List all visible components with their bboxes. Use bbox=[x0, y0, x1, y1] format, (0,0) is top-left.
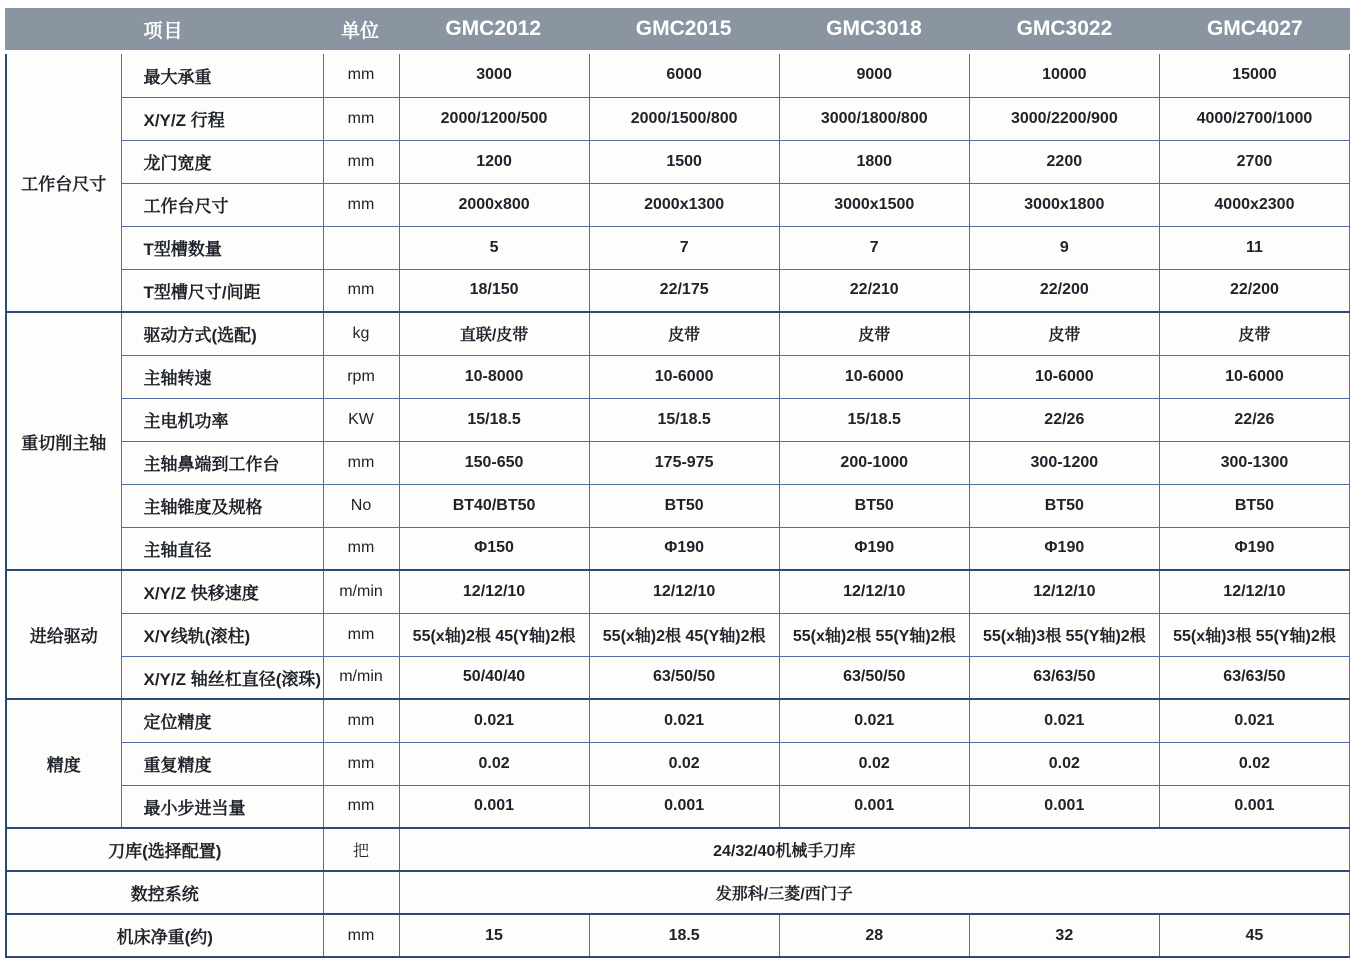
value-cell: 2000/1500/800 bbox=[589, 97, 779, 140]
item-label: 最大承重 bbox=[121, 54, 323, 97]
column-header-model-gmc3018: GMC3018 bbox=[826, 17, 922, 40]
value-cell: 6000 bbox=[589, 54, 779, 97]
value-cell: 10-6000 bbox=[969, 355, 1159, 398]
column-header-model-gmc3022: GMC3022 bbox=[1016, 17, 1113, 40]
value-cell: 63/63/50 bbox=[1159, 656, 1349, 699]
value-cell: 3000/2200/900 bbox=[969, 97, 1159, 140]
unit-label: mm bbox=[323, 914, 399, 957]
value-cell: 15/18.5 bbox=[399, 398, 589, 441]
group-label: 工作台尺寸 bbox=[6, 54, 121, 312]
unit-label: mm bbox=[323, 742, 399, 785]
value-cell: 18.5 bbox=[589, 914, 779, 957]
value-cell: 7 bbox=[589, 226, 779, 269]
value-cell: 300-1300 bbox=[1159, 441, 1349, 484]
value-cell: Φ190 bbox=[779, 527, 969, 570]
value-cell: 7 bbox=[779, 226, 969, 269]
value-cell: 10-6000 bbox=[589, 355, 779, 398]
unit-label: mm bbox=[323, 269, 399, 312]
table-row bbox=[6, 355, 1350, 398]
group-label: 精度 bbox=[6, 699, 121, 828]
table-row bbox=[6, 140, 1350, 183]
column-header-model-gmc2015: GMC2015 bbox=[635, 17, 732, 40]
value-cell: 150-650 bbox=[399, 441, 589, 484]
value-cell: 2000x1300 bbox=[589, 183, 779, 226]
value-cell: 12/12/10 bbox=[399, 570, 589, 613]
value-cell: BT50 bbox=[1159, 484, 1349, 527]
column-header-model-gmc2012: GMC2012 bbox=[445, 17, 542, 40]
table-header-row bbox=[5, 8, 1350, 50]
value-cell: 55(x轴)3根 55(Y轴)2根 bbox=[969, 613, 1159, 656]
value-cell: 55(x轴)2根 55(Y轴)2根 bbox=[779, 613, 969, 656]
value-cell: BT50 bbox=[779, 484, 969, 527]
unit-label: mm bbox=[323, 785, 399, 828]
table-row bbox=[6, 699, 1350, 742]
unit-label: 把 bbox=[323, 828, 399, 871]
value-cell: 12/12/10 bbox=[969, 570, 1159, 613]
value-cell: 0.001 bbox=[399, 785, 589, 828]
value-cell: 2000x800 bbox=[399, 183, 589, 226]
column-header-item: 项目 bbox=[143, 20, 184, 42]
value-cell: 22/175 bbox=[589, 269, 779, 312]
value-cell: Φ190 bbox=[969, 527, 1159, 570]
value-cell: 3000x1500 bbox=[779, 183, 969, 226]
value-cell: 0.001 bbox=[1159, 785, 1349, 828]
value-cell: 28 bbox=[779, 914, 969, 957]
value-cell: 10-6000 bbox=[1159, 355, 1349, 398]
value-cell: 11 bbox=[1159, 226, 1349, 269]
value-cell: BT50 bbox=[969, 484, 1159, 527]
value-cell: 15/18.5 bbox=[779, 398, 969, 441]
unit-label: No bbox=[323, 484, 399, 527]
value-cell: 55(x轴)2根 45(Y轴)2根 bbox=[399, 613, 589, 656]
value-cell: 0.001 bbox=[779, 785, 969, 828]
item-label: 重复精度 bbox=[121, 742, 323, 785]
value-cell: 45 bbox=[1159, 914, 1349, 957]
table-row bbox=[6, 226, 1350, 269]
item-label: 刀库(选择配置) bbox=[6, 828, 323, 871]
merged-value-cell: 发那科/三菱/西门子 bbox=[399, 871, 1350, 914]
value-cell: 10-6000 bbox=[779, 355, 969, 398]
value-cell: BT50 bbox=[589, 484, 779, 527]
unit-label: mm bbox=[323, 97, 399, 140]
value-cell: 0.02 bbox=[589, 742, 779, 785]
value-cell: 0.001 bbox=[589, 785, 779, 828]
table-row bbox=[6, 828, 1350, 871]
unit-label: m/min bbox=[323, 656, 399, 699]
table-row bbox=[6, 183, 1350, 226]
value-cell: 12/12/10 bbox=[779, 570, 969, 613]
value-cell: 3000/1800/800 bbox=[779, 97, 969, 140]
unit-label: kg bbox=[323, 312, 399, 355]
value-cell: 15/18.5 bbox=[589, 398, 779, 441]
table-row bbox=[6, 656, 1350, 699]
group-label: 重切削主轴 bbox=[6, 312, 121, 570]
value-cell: 2200 bbox=[969, 140, 1159, 183]
table-row bbox=[6, 398, 1350, 441]
value-cell: 皮带 bbox=[1159, 312, 1349, 355]
value-cell: 0.021 bbox=[399, 699, 589, 742]
unit-label bbox=[323, 871, 399, 914]
item-label: T型槽数量 bbox=[121, 226, 323, 269]
unit-label: mm bbox=[323, 183, 399, 226]
unit-label: mm bbox=[323, 699, 399, 742]
value-cell: 4000/2700/1000 bbox=[1159, 97, 1349, 140]
value-cell: 22/26 bbox=[969, 398, 1159, 441]
value-cell: Φ190 bbox=[1159, 527, 1349, 570]
value-cell: 12/12/10 bbox=[589, 570, 779, 613]
value-cell: 0.021 bbox=[779, 699, 969, 742]
value-cell: 200-1000 bbox=[779, 441, 969, 484]
value-cell: 0.02 bbox=[779, 742, 969, 785]
table-row bbox=[6, 742, 1350, 785]
table-row bbox=[6, 527, 1350, 570]
item-label: 最小步进当量 bbox=[121, 785, 323, 828]
value-cell: 1200 bbox=[399, 140, 589, 183]
table-row bbox=[6, 54, 1350, 97]
value-cell: 0.02 bbox=[1159, 742, 1349, 785]
value-cell: BT40/BT50 bbox=[399, 484, 589, 527]
item-label: 主电机功率 bbox=[121, 398, 323, 441]
value-cell: 1800 bbox=[779, 140, 969, 183]
value-cell: 175-975 bbox=[589, 441, 779, 484]
table-row bbox=[6, 871, 1350, 914]
table-row bbox=[6, 269, 1350, 312]
item-label: 龙门宽度 bbox=[121, 140, 323, 183]
column-header-model-gmc4027: GMC4027 bbox=[1206, 17, 1303, 40]
value-cell: 15 bbox=[399, 914, 589, 957]
value-cell: 22/200 bbox=[1159, 269, 1349, 312]
unit-label: mm bbox=[323, 527, 399, 570]
value-cell: 9000 bbox=[779, 54, 969, 97]
table-row bbox=[6, 97, 1350, 140]
item-label: 主轴直径 bbox=[121, 527, 323, 570]
item-label: 机床净重(约) bbox=[6, 914, 323, 957]
item-label: 驱动方式(选配) bbox=[121, 312, 323, 355]
value-cell: 22/210 bbox=[779, 269, 969, 312]
table-row bbox=[6, 914, 1350, 957]
value-cell: 55(x轴)3根 55(Y轴)2根 bbox=[1159, 613, 1349, 656]
value-cell: 55(x轴)2根 45(Y轴)2根 bbox=[589, 613, 779, 656]
value-cell: 5 bbox=[399, 226, 589, 269]
spec-table bbox=[5, 54, 1350, 958]
value-cell: 0.021 bbox=[1159, 699, 1349, 742]
item-label: X/Y线轨(滚柱) bbox=[121, 613, 323, 656]
value-cell: 0.02 bbox=[969, 742, 1159, 785]
item-label: T型槽尺寸/间距 bbox=[121, 269, 323, 312]
value-cell: 皮带 bbox=[589, 312, 779, 355]
value-cell: 1500 bbox=[589, 140, 779, 183]
table-row bbox=[6, 613, 1350, 656]
value-cell: 50/40/40 bbox=[399, 656, 589, 699]
value-cell: 3000x1800 bbox=[969, 183, 1159, 226]
value-cell: 63/50/50 bbox=[589, 656, 779, 699]
value-cell: Φ150 bbox=[399, 527, 589, 570]
unit-label: mm bbox=[323, 54, 399, 97]
value-cell: 皮带 bbox=[969, 312, 1159, 355]
table-row bbox=[6, 484, 1350, 527]
table-row bbox=[6, 441, 1350, 484]
item-label: 主轴锥度及规格 bbox=[121, 484, 323, 527]
merged-value-cell: 24/32/40机械手刀库 bbox=[399, 828, 1350, 871]
unit-label: mm bbox=[323, 441, 399, 484]
value-cell: 2700 bbox=[1159, 140, 1349, 183]
value-cell: 300-1200 bbox=[969, 441, 1159, 484]
value-cell: 4000x2300 bbox=[1159, 183, 1349, 226]
unit-label: m/min bbox=[323, 570, 399, 613]
item-label: X/Y/Z 快移速度 bbox=[121, 570, 323, 613]
value-cell: 0.001 bbox=[969, 785, 1159, 828]
unit-label: rpm bbox=[323, 355, 399, 398]
group-label: 进给驱动 bbox=[6, 570, 121, 699]
value-cell: 15000 bbox=[1159, 54, 1349, 97]
unit-label: mm bbox=[323, 613, 399, 656]
value-cell: Φ190 bbox=[589, 527, 779, 570]
value-cell: 皮带 bbox=[779, 312, 969, 355]
item-label: X/Y/Z 轴丝杠直径(滚珠) bbox=[121, 656, 323, 699]
item-label: 主轴鼻端到工作台 bbox=[121, 441, 323, 484]
value-cell: 10000 bbox=[969, 54, 1159, 97]
value-cell: 22/200 bbox=[969, 269, 1159, 312]
table-row bbox=[6, 312, 1350, 355]
item-label: 主轴转速 bbox=[121, 355, 323, 398]
value-cell: 0.021 bbox=[589, 699, 779, 742]
value-cell: 3000 bbox=[399, 54, 589, 97]
value-cell: 9 bbox=[969, 226, 1159, 269]
table-row bbox=[6, 785, 1350, 828]
value-cell: 10-8000 bbox=[399, 355, 589, 398]
unit-label: KW bbox=[323, 398, 399, 441]
item-label: 数控系统 bbox=[6, 871, 323, 914]
unit-label: mm bbox=[323, 140, 399, 183]
value-cell: 0.021 bbox=[969, 699, 1159, 742]
value-cell: 18/150 bbox=[399, 269, 589, 312]
value-cell: 12/12/10 bbox=[1159, 570, 1349, 613]
unit-label bbox=[323, 226, 399, 269]
item-label: 定位精度 bbox=[121, 699, 323, 742]
item-label: 工作台尺寸 bbox=[121, 183, 323, 226]
value-cell: 2000/1200/500 bbox=[399, 97, 589, 140]
table-row bbox=[6, 570, 1350, 613]
value-cell: 22/26 bbox=[1159, 398, 1349, 441]
value-cell: 32 bbox=[969, 914, 1159, 957]
item-label: X/Y/Z 行程 bbox=[121, 97, 323, 140]
column-header-unit: 单位 bbox=[340, 20, 379, 42]
value-cell: 63/63/50 bbox=[969, 656, 1159, 699]
value-cell: 63/50/50 bbox=[779, 656, 969, 699]
value-cell: 直联/皮带 bbox=[399, 312, 589, 355]
value-cell: 0.02 bbox=[399, 742, 589, 785]
